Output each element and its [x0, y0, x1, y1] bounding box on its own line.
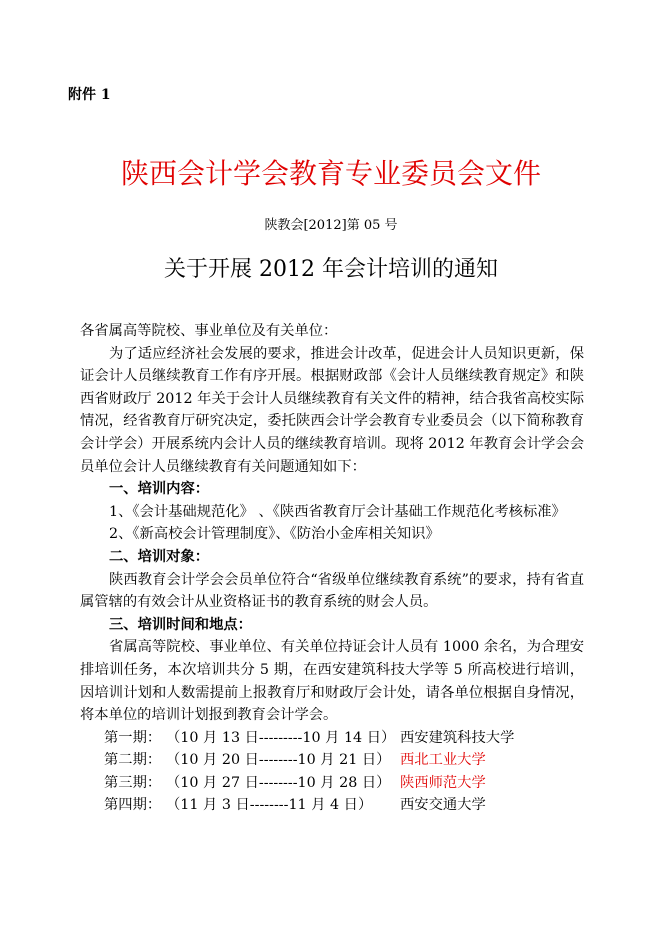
section-heading-time-text: 三、培训时间和地点：: [109, 616, 252, 633]
intro-paragraph: 为了适应经济社会发展的要求，推进会计改革，促进会计人员知识更新，保证会计人员继续教育工作有序开展。根据财政部《会计人员继续教育规定》和陕西省财政厅 2012 年关于会计人员继续教育有关文件的精神，结合我省高校实际情况，经省教育厅研究决定，委托陕西会计学会教育专业委员会（以下简称教育会计学会）开展系统内会计人员的继续教育培训。现将 2012 年教育会计学会会员单位会计人员继续教育有关问题通知如下：: [80, 345, 584, 475]
addressee: 各省属高等院校、事业单位及有关单位：: [80, 323, 338, 339]
period-range: （10 月 20 日--------10 月 21 日）: [166, 752, 391, 769]
content-item: 2、《新高校会计管理制度》、《防治小金库相关知识》: [109, 526, 440, 543]
notice-title: 关于开展 2012 年会计培训的通知: [164, 257, 498, 282]
period-row: [80, 727, 584, 750]
period-label: 第二期：: [104, 752, 162, 769]
period-label: 第四期：: [104, 797, 162, 814]
period-range: （11 月 3 日--------11 月 4 日）: [166, 797, 373, 814]
main-title: 陕西会计学会教育专业委员会文件: [120, 157, 541, 190]
period-label: 第三期：: [104, 774, 162, 791]
period-row: [80, 772, 584, 795]
period-school: 西北工业大学: [400, 752, 486, 769]
period-row: [80, 794, 584, 817]
section-heading-target-text: 二、培训对象：: [109, 548, 210, 565]
section-heading-content: [80, 478, 584, 501]
content-item: 1、《会计基础规范化》 、《陕西省教育厅会计基础工作规范化考核标准》: [109, 503, 566, 520]
period-range: （10 月 27 日--------10 月 28 日）: [166, 774, 391, 791]
target-paragraph: 陕西教育会计学会会员单位符合“省级单位继续教育系统”的要求，持有省直属管辖的有效会计从业资格证书的教育系统的财会人员。: [80, 571, 584, 611]
section-heading-time: [80, 614, 584, 637]
period-school: 西安建筑科技大学: [400, 729, 515, 746]
period-school: 西安交通大学: [400, 797, 486, 814]
period-school: 陕西师范大学: [400, 774, 486, 791]
document-body: [80, 320, 584, 817]
period-row: [80, 749, 584, 772]
section-heading-target: [80, 546, 584, 569]
period-range: （10 月 13 日---------10 月 14 日）: [166, 729, 396, 746]
time-paragraph: 省属高等院校、事业单位、有关单位持证会计人员有 1000 余名，为合理安排培训任务，本次培训共分 5 期，在西安建筑科技大学等 5 所高校进行培训，因培训计划和人数需提前上报教育厅和财政厅会计处，请各单位根据自身情况，将本单位的培训计划报到教育会计学会。: [80, 639, 584, 724]
period-label: 第一期：: [104, 729, 162, 746]
attachment-label: 附件 1: [68, 87, 111, 103]
section-heading-content-text: 一、培训内容：: [109, 481, 210, 498]
document-number: 陕教会[2012]第 05 号: [264, 218, 398, 233]
